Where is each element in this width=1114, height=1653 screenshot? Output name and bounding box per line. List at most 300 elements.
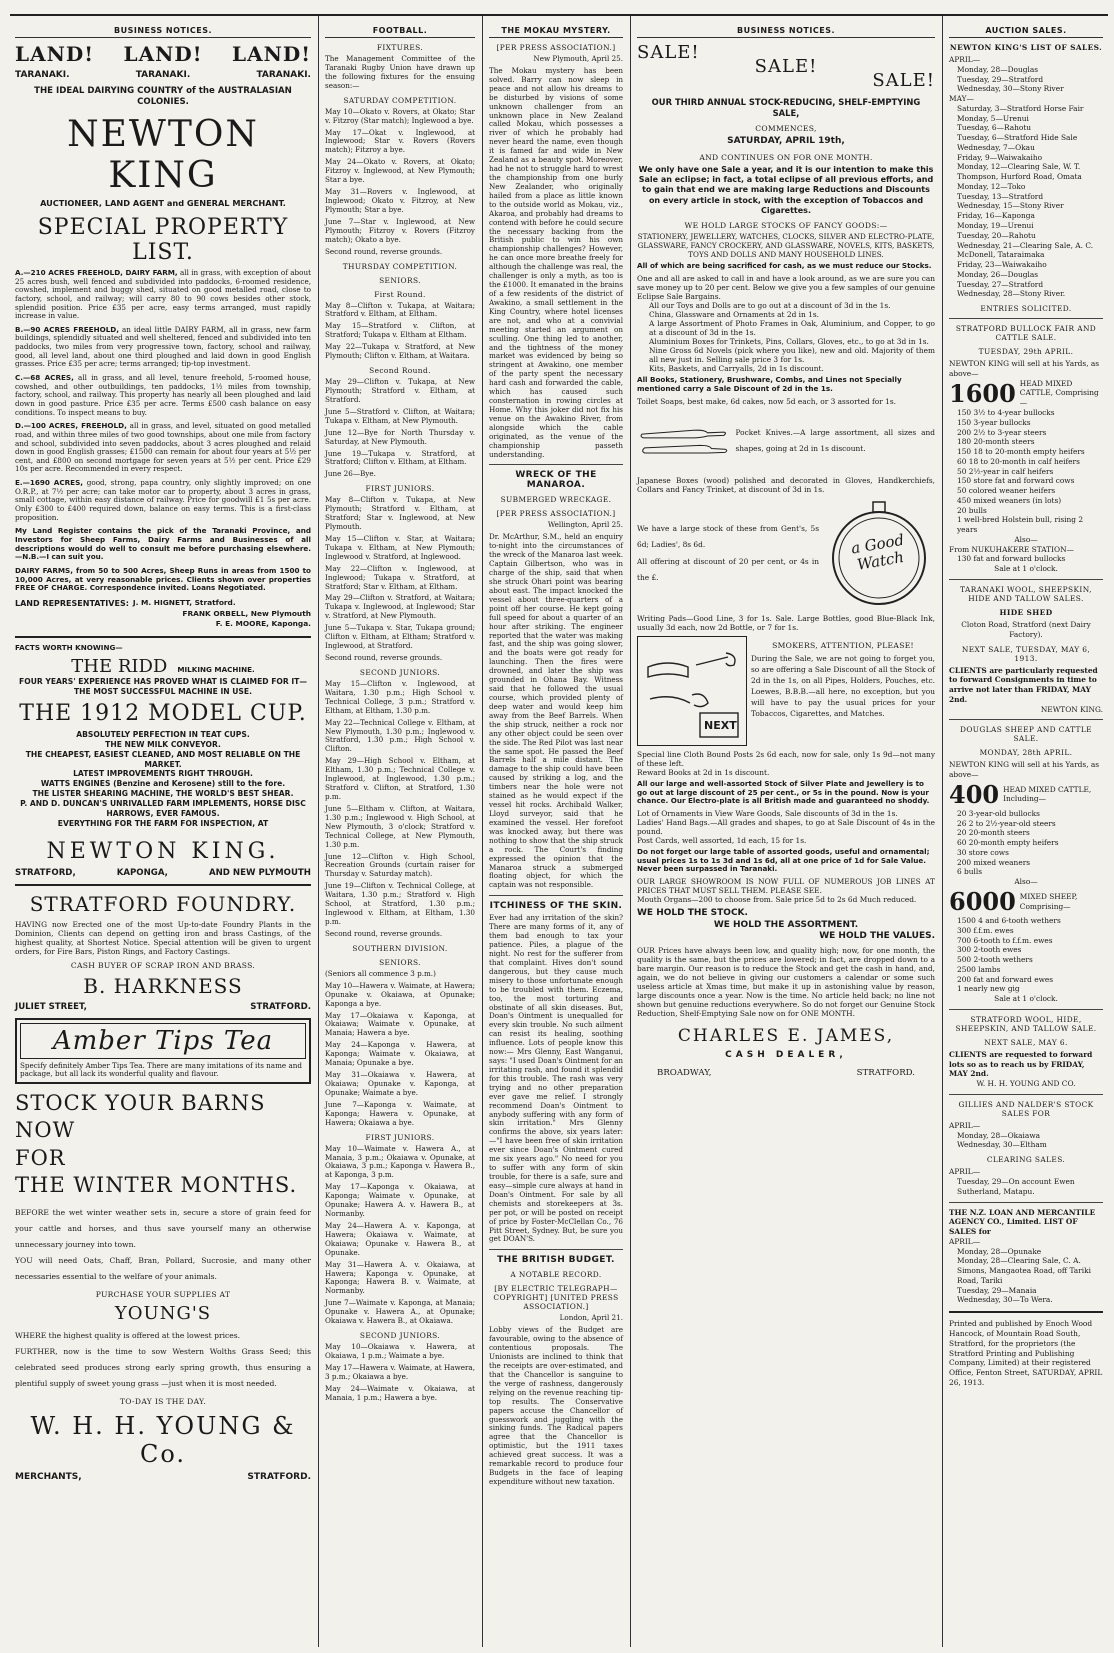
fixture-line: May 24—Hawera A. v. Kaponga, at Hawera; Okaiawa v. Waimate, at Okaiawa; Opunake v. Hawera B., at Opunake. <box>325 1220 475 1257</box>
property-item: A.—210 ACRES FREEHOLD, DAIRY FARM, all in grass, with exception of about 25 acres bush, well fenced and subdivided into paddocks, 6-roomed residence, cowshed, implement and buggy shed, situated on good metalled road, close to factory, school, and railway; will carry 80 to 90 cows besides other stock, splendid position. Price £35 per acre, easy terms arranged, must rapidly increase in value. <box>15 268 311 321</box>
fixture-line: Second round, reverse grounds. <box>325 246 443 256</box>
month-label: APRIL— <box>949 55 981 64</box>
property-item: B.—90 ACRES FREEHOLD, an ideal little DAIRY FARM, all in grass, new farm buildings, splendidly situated and well sheltered, fenced and subdivided into ten paddocks, two miles from very progressive town, factory, school and railway, good, all level land, about one third ploughed and laid down in good English grasses. Price £35 per acre; terms arranged; tip-top investment. <box>15 324 311 369</box>
king-sales-list <box>949 43 1103 313</box>
young-name: W. H. H. YOUNG & Co. <box>30 1411 296 1468</box>
smokers-text: During the Sale, we are not going to forget you, so are offering a Sale Discount of all the Stock of 2d in the 1s, on all Pipes, Holders, Pouches, etc. Loewes, B.B.B.—all here, no exception, but you will have to pay the usual prices for your Tobaccos, Cigarettes, and Matches. <box>751 653 935 719</box>
article-subtitle: SUBMERGED WRECKAGE. <box>500 495 612 505</box>
taranaki-word: TARANAKI. <box>15 70 70 80</box>
stock-line: 150 18 to 20-month empty heifers <box>957 447 1085 457</box>
column-rule <box>482 16 483 1647</box>
agency-line: [BY ELECTRIC TELEGRAPH—COPYRIGHT] [UNITED PRESS ASSOCIATION.] <box>493 1284 619 1312</box>
sale-time: Sale at 1 o'clock. <box>994 564 1058 574</box>
sale-date-line: Tuesday, 13—Stratford <box>957 191 1044 201</box>
fixture-line: May 15—Clifton v. Inglewood, at Waitara, 1.30 p.m.; High School v. Technical College, 3 p.m.; Stratford v. Eltham, at Eltham, 1.30 p.m. <box>325 678 475 715</box>
sale-word: SALE! <box>754 56 818 77</box>
competition-sub: SENIORS. <box>379 275 421 285</box>
sale-title: TARANAKI WOOL, SHEEPSKIN, HIDE AND TALLOW SALES. <box>960 584 1092 603</box>
sale-date-line: Wednesday, 7—Okau <box>957 142 1035 152</box>
competition-title: FIRST JUNIORS. <box>365 484 435 494</box>
advertiser-name: NEWTON KING <box>67 114 259 197</box>
james-dealer: CASH DEALER, <box>725 1050 847 1061</box>
james-name: CHARLES E. JAMES, <box>677 1026 895 1047</box>
fixture-line: (Seniors all commence 3 p.m.) <box>325 968 436 978</box>
month-label: APRIL— <box>949 1120 981 1130</box>
sale-date-line: Monday, 19—Urenui <box>957 221 1034 231</box>
fixture-line: June 5—Tukapa v. Star, Tukapa ground; Clifton v. Eltham, at Eltham; Stratford v. Inglewood, at Stratford. <box>325 623 475 651</box>
sale-annual: OUR THIRD ANNUAL STOCK-REDUCING, SHELF-EMPTYING SALE, <box>651 97 921 118</box>
stock-line: 150 3-year bullocks <box>957 417 1031 427</box>
stock-line: 150 3½ to 4-year bullocks <box>957 407 1055 417</box>
also-line: Also— <box>1014 877 1038 887</box>
watches-line: We have a large stock of these from Gent's, 5s 6d; Ladies', 8s 6d. <box>637 524 819 550</box>
japanese-line: Japanese Boxes (wood) polished and decorated in Gloves, Handkerchiefs, Collars and Fancy Trinket, at discount of 3d in 1s. <box>637 475 935 494</box>
sale-word: SALE! <box>872 70 935 91</box>
organs-line: Mouth Organs—200 to choose from. Sale price 5d to 2s 6d Much reduced. <box>637 894 917 904</box>
foundry-cash: CASH BUYER OF SCRAP IRON AND BRASS. <box>70 960 256 970</box>
foundry-street: JULIET STREET, <box>15 1001 87 1012</box>
list-title: NEWTON KING'S LIST OF SALES. <box>949 43 1103 52</box>
sale-date-line: Tuesday, 20—Rahotu <box>957 230 1036 240</box>
register-note: My Land Register contains the pick of the Taranaki Province, and Investors for Sheep Farms, Dairy Farms and Businesses of all descriptions would do well to consult me before purchasing elsewhere.—N.B.—I can suit you. <box>15 526 311 562</box>
column-2 <box>320 26 480 1647</box>
foundry-advert <box>15 892 311 1012</box>
stock-line: 1 nearly new gig <box>957 984 1020 994</box>
duncan-line: P. AND D. DUNCAN'S UNRIVALLED FARM IMPLEMENTS, HORSE DISC HARROWS, EVER FAMOUS. <box>20 799 306 818</box>
offering-line: All offering at discount of 20 per cent, or 4s in the £. <box>637 556 819 583</box>
stock-line: 200 fat and forward ewes <box>957 974 1054 984</box>
james-town: STRATFORD. <box>856 1067 915 1078</box>
fixture-line: May 22—Tukapa v. Stratford, at New Plymouth; Clifton v. Eltham, at Waitara. <box>325 342 475 361</box>
forget-line: Do not forget our large table of assorted goods, useful and ornamental; usual prices 1s to 1s 3d and 1s 6d, all at one price of 1d for Sale Value. Never been surpassed in Taranaki. <box>637 846 930 874</box>
posts-line: Special line Cloth Bound Posts 2s 6d each, now for sale, only 1s 9d—not many of these left. <box>637 749 935 768</box>
fixture-line: May 10—Okaiawa v. Hawera, at Okaiawa, 1 p.m.; Waimate a bye. <box>325 1342 475 1361</box>
next-label: NEXT <box>704 718 737 732</box>
stock-line: 300 2-tooth ewes <box>957 945 1022 955</box>
young-paragraph: WHERE the highest quality is offered at the lowest prices. <box>15 1330 241 1340</box>
sale-date-line: Friday, 23—Waiwakaiho <box>957 260 1047 270</box>
sale-date-line: Tuesday, 27—Stratford <box>957 279 1044 289</box>
section-header: BUSINESS NOTICES. <box>637 26 935 38</box>
fixture-line: June 7—Kaponga v. Waimate, at Kaponga; Hawera v. Opunake, at Hawera; Okaiawa a bye. <box>325 1099 475 1127</box>
sale-date-line: Wednesday, 21—Clearing Sale, A. C. McDonell, Tataraimaka <box>957 240 1094 260</box>
place: KAPONGA, <box>116 867 168 878</box>
ridd-experience: FOUR YEARS' EXPERIENCE HAS PROVED WHAT IS CLAIMED FOR IT—THE MOST SUCCESSFUL MACHINE IN USE. <box>19 677 307 697</box>
head-count: 400 <box>949 779 1000 809</box>
fixture-line: May 17—Okaiawa v. Kaponga, at Okaiawa; Waimate v. Opunake, at Manaia; Hawera a bye. <box>325 1010 475 1038</box>
land-tagline: THE IDEAL DAIRYING COUNTRY of the AUSTRALASIAN COLONIES. <box>34 86 292 108</box>
fixture-line: May 8—Clifton v. Tukapa, at New Plymouth; Stratford v. Eltham, at Stratford; Star v. Inglewood, at New Plymouth. <box>325 495 475 532</box>
dateline: New Plymouth, April 25. <box>533 54 623 63</box>
fixture-line: June 12—Clifton v. High School, Recreation Grounds (curtain raiser for Thursday v. Saturday match). <box>325 851 475 879</box>
fixture-line: May 29—Clifton v. Tukapa, at New Plymouth; Stratford v. Eltham, at Stratford. <box>325 377 475 404</box>
section-header: AUCTION SALES. <box>949 26 1103 38</box>
watts-line: WATTS ENGINES (Benzine and Kerosene) still to the fore. <box>40 779 286 789</box>
young-headline: FOR <box>15 1145 66 1170</box>
column-3 <box>484 26 628 1647</box>
fixture-line: May 29—High School v. Eltham, at Eltham, 1.30 p.m.; Technical College v. Inglewood, at Inglewood, 1.30 p.m.; Stratford v. Clifton, at Stratford, 1.30 p.m. <box>325 756 475 801</box>
james-street: BROADWAY, <box>657 1067 712 1078</box>
sale-date-line: Tuesday, 29—On account Ewen Sutherland, Matapu. <box>957 1177 1075 1196</box>
fancy-heading: WE HOLD LARGE STOCKS OF FANCY GOODS:— <box>684 221 888 231</box>
land-advert <box>15 42 311 630</box>
sale-date-line: Monday, 28—Douglas <box>957 64 1039 74</box>
amber-text: Specify definitely Amber Tips Tea. There are many imitations of its name and package, but all lack its wonderful quality and flavour. <box>20 1060 302 1079</box>
perfection-line: ABSOLUTELY PERFECTION IN TEAT CUPS. <box>76 730 250 740</box>
taranaki-word: TARANAKI. <box>135 70 191 80</box>
fixture-line: May 10—Hawera v. Waimate, at Hawera; Opunake v. Okaiawa, at Opunake; Kaponga a bye. <box>325 980 475 1008</box>
article-title: ITCHINESS OF THE SKIN. <box>489 901 623 912</box>
fixture-line: June 19—Tukapa v. Stratford, at Stratford; Clifton v. Eltham, at Eltham. <box>325 448 475 467</box>
ridd-title: THE RIDD <box>71 656 168 678</box>
fixture-line: May 24—Kaponga v. Hawera, at Kaponga; Waimate v. Okaiawa, at Manaia; Opunake a bye. <box>325 1040 475 1068</box>
agency-line: [PER PRESS ASSOCIATION.] <box>496 43 616 52</box>
sacrificed-line: All of which are being sacrificed for cash, as we must reduce our Stocks. <box>637 261 932 271</box>
fancy-list: STATIONERY, JEWELLERY, WATCHES, CLOCKS, SILVER AND ELECTRO-PLATE, GLASSWARE, FANCY CROCKERY, AND GLASSWARE, NOVELS, KITS, BASKETS, TOYS AND DOLLS AND MANY HOUSEHOLD LINES. <box>637 232 935 259</box>
next-sale: NEXT SALE, MAY 6. <box>984 1037 1068 1047</box>
competition-sub: SENIORS. <box>379 957 421 967</box>
sale-date-line: Wednesday, 30—Eltham <box>957 1140 1047 1150</box>
ridd-advert <box>15 644 311 878</box>
section-header: THE MOKAU MYSTERY. <box>489 26 623 38</box>
place: STRATFORD, <box>15 867 76 878</box>
invite-line: One and all are asked to call in and have a look around, as we are sure you can save money up to 20 per cent. Below we give you a few samples of our genuine Eclipse Sale Bargains. <box>637 274 935 302</box>
sale-date-line: Wednesday, 28—Stony River. <box>957 289 1066 299</box>
fixture-line: June 5—Eltham v. Clifton, at Waitara, 1.30 p.m.; Inglewood v. High School, at New Plymouth, 3 o'clock; Stratford v. Technical College, at New Plymouth, 1.30 p.m. <box>325 803 475 849</box>
sale-date: SATURDAY, APRIL 19th, <box>727 135 845 146</box>
brushware-line: All Books, Stationery, Brushware, Combs, and Lines not Specially mentioned carry a Sale Discount of 2d in the 1s. <box>637 375 902 394</box>
sale-time: Sale at 1 o'clock. <box>994 994 1058 1004</box>
stock-line: 150 store fat and forward cows <box>957 476 1075 486</box>
month-label: APRIL— <box>949 1236 981 1246</box>
knives-text: Pocket Knives.—A large assortment, all sizes and shapes, going at 2d in 1s discount. <box>735 428 935 453</box>
column-rule <box>942 16 943 1647</box>
fixture-line: June 7—Waimate v. Kaponga, at Manaia; Opunake v. Hawera A., at Opunake; Okaiawa v. Hawera B., at Okaiawa. <box>325 1298 475 1326</box>
article-subtitle: A NOTABLE RECORD. <box>510 1270 602 1280</box>
sale-date-line: Friday, 9—Waiwakaiho <box>957 152 1043 162</box>
fixture-line: May 24—Waimate v. Okaiawa, at Manaia, 1 p.m.; Hawera a bye. <box>325 1383 475 1402</box>
head-count: 6000 <box>949 887 1016 916</box>
sale-date-line: Monday, 28—Okaiawa <box>957 1130 1041 1140</box>
foundry-town: STRATFORD. <box>250 1001 311 1012</box>
fixture-line: May 24—Okato v. Rovers, at Okato; Fitzroy v. Inglewood, at New Plymouth; Star a bye. <box>325 157 475 185</box>
wool-sale-advert <box>949 585 1103 714</box>
sale-date-line: Wednesday, 30—Stony River <box>957 84 1064 94</box>
sale-date-line: Tuesday, 6—Stratford Hide Sale <box>957 133 1078 143</box>
young-hide-advert <box>949 1015 1103 1089</box>
competition-title: FIRST JUNIORS. <box>365 1132 435 1142</box>
young-headline: THE WINTER MONTHS. <box>15 1172 298 1197</box>
sale-intro: NEWTON KING will sell at his Yards, as above— <box>949 760 1100 780</box>
stock-line: 60 18 to 20-month in calf heifers <box>957 456 1080 466</box>
fixture-line: May 31—Rovers v. Inglewood, at Inglewood; Okato v. Fitzroy, at New Plymouth; Star a bye. <box>325 187 475 214</box>
amber-tea-advert <box>15 1018 311 1084</box>
article-body: The Mokau mystery has been solved. Barry can now sleep in peace and not allow his dreams to be disturbed by visions of some unknown challenger from an unknown place in New Zealand called Mokau, which possesses a river of which he probably had never heard the name, even though it is famed far and wide in New Zealand as a beauty spot. Moreover, had he not to struggle hard to wrest the championship from one burly New Zealander, who originally hailed from a place as little known to the outside world as Mokau, viz., Akaroa, and probably had dreams to contend with before he could secure the necessary backing from the British public to win his own championship challenges? However, he can once more breathe freely for although the challenge was real, the challenger is only a myth, as too is the £1000. It emanated in the brains of a few residents of the district of Awakino, a small settlement in the King Country, where hotel licenses are not, and who at a convivial meeting started an argument on sculling. One thing led to another, and the tightness of the money market was evidenced by being so stringent at Awakino, one member of the party spent the necessary hard cash and forwarded the cable, which has caused such consternation in rowing circles at Home. Why this joker did not fix his venue on the Awakino River, from alongside which the cable originated, as the venue of the championship passeth understanding. <box>489 65 624 459</box>
column-1 <box>10 26 316 1647</box>
land-word: LAND! <box>15 42 94 66</box>
fixture-line: June 19—Clifton v. Technical College, at Waitara, 1.30 p.m.; Stratford v. High School, at Stratford, 1.30 p.m.; Inglewood v. Eltham, at Eltham, 1.30 p.m. <box>325 881 475 926</box>
bargain-line: A large Assortment of Photo Frames in Oak, Aluminium, and Copper, to go at a discount of 3d in the 1s. <box>649 319 935 338</box>
stock-line: 1500 4 and 6-tooth wethers <box>957 916 1061 925</box>
article-body: Dr. McArthur, S.M., held an enquiry to-night into the circumstances of the wreck of the Manaroa last week. Captain Gilbertson, who was in charge of the ship, said that when she struck Ohari point was bearing about east. The impact knocked the vessel about three-quarters of a point off her course. He kept going full speed for about a quarter of an hour after striking. The engineer reported that the water was making fast, and the ship was going slower, and the boats were got ready for launching. Then the fires were drowned, and later the ship was grounded in Ohana Bay. Witness said that he followed the usual course, which provided plenty of deep water and would keep him away from the Beef Barrels. When the ship struck, neither a rock nor any other object could be seen over the side. The Red Pilot was last near the same spot. He passed the Beef Barrels half a mile distant. The damage to the ship could have been caused by striking a log, and the timbers near the hole were not stained as he would expect if the vessel hit rocks. Archibald Walker, Lloyd surveyor, said that he examined the vessel. Her forefoot was knocked away, but there was nothing to show that the ship struck a rock. The Court's finding expressed the opinion that the Manaroa struck a submerged floating object, for which the captain was not responsible. <box>489 532 623 890</box>
sale-title: THE N.Z. LOAN AND MERCANTILE AGENCY CO., Limited. LIST OF SALES for <box>949 1207 1096 1237</box>
sale-date-line: Tuesday, 29—Manaia <box>957 1285 1037 1295</box>
column-5 <box>944 26 1108 1647</box>
article-title: THE BRITISH BUDGET. <box>497 1255 615 1266</box>
rep: J. M. HIGNETT, Stratford. <box>132 597 236 607</box>
young-paragraph: FURTHER, now is the time to sow Western Wolths Grass Seed; this celebrated seed produces strong early spring growth, thus ensuring a plentiful supply of sweet young grass —just when it is most needed. <box>15 1346 311 1388</box>
dateline: Wellington, April 25. <box>547 520 623 530</box>
stock-line: 500 2-tooth wethers <box>957 955 1033 965</box>
conveyor-line: THE NEW MILK CONVEYOR. <box>105 739 221 749</box>
month-label: MAY— <box>949 94 974 104</box>
facts-heading: FACTS WORTH KNOWING— <box>15 642 123 652</box>
latest-line: LATEST IMPROVEMENTS RIGHT THROUGH. <box>73 769 253 779</box>
ornaments-line: Lot of Ornaments in View Ware Goods, Sale discounts of 3d in the 1s. <box>637 808 898 818</box>
property-item: E.—1690 ACRES, good, strong, papa country, only slightly improved; on one O.R.P., at 7½ per acre; can take motor car to property, about 3 acres in grass, small cottage, within easy distance of railway. Price for goodwill £1 5s per acre. Only £300 to £400 required down, balance on easy terms. This is a first-class proposition. <box>15 478 311 522</box>
bargain-line: Nine Gross 6d Novels (pick where you like), new and old. Majority of them all new just in. Selling sale price 3 for 1s. <box>649 346 935 365</box>
stock-line: 450 mixed weaners (in lots) <box>957 495 1062 505</box>
ridd-subtitle: MILKING MACHINE. <box>177 665 255 675</box>
column-rule <box>318 16 319 1647</box>
sale-date-line: Wednesday, 15—Stony River <box>957 201 1064 211</box>
round-title: Second Round. <box>369 366 431 376</box>
hide-shed: HIDE SHED <box>999 607 1053 617</box>
agency-line: [PER PRESS ASSOCIATION.] <box>496 509 616 519</box>
head-count: 1600 <box>949 378 1016 408</box>
silver-line: All our large and well-assorted Stock of Silver Plate and Jewellery is to go out at large discount of 25 per cent., or 5s in the pound. Now is your chance. Our Electro-plate is all British made and guaranteed no shoddy. <box>637 778 930 806</box>
hold-line: WE HOLD THE ASSORTMENT. <box>713 919 859 930</box>
soaps-line: Toilet Soaps, best make, 6d cakes, now 5d each, or 3 assorted for 1s. <box>637 396 896 406</box>
rep: F. E. MOORE, Kaponga. <box>215 619 311 629</box>
head-label: HEAD MIXED CATTLE, Including— <box>1003 784 1092 804</box>
sale-continues: AND CONTINUES ON FOR ONE MONTH. <box>699 152 873 162</box>
place: AND NEW PLYMOUTH <box>208 867 311 878</box>
foundry-body: HAVING now Erected one of the most Up-to-date Foundry Plants in the Dominion, Clients can depend on getting iron and brass Castings, of the highest quality, at Shortest Notice. Special attention will be given to urgent orders, for Fire Bars, Piston Rings, and Factory Castings. <box>15 919 311 956</box>
fixture-line: May 17—Hawera v. Waimate, at Hawera, 3 p.m.; Okaiawa a bye. <box>325 1362 475 1381</box>
land-word: LAND! <box>123 42 203 66</box>
competition-title: THURSDAY COMPETITION. <box>342 261 458 271</box>
fixture-line: May 15—Clifton v. Star, at Waitara; Tukapa v. Eltham, at New Plymouth; Inglewood v. Stratford, at Inglewood. <box>325 533 475 561</box>
fixture-line: May 17—Okat v. Inglewood, at Inglewood; Star v. Rovers (Rovers match); Fitzroy a bye. <box>325 127 475 155</box>
sale-date-line: Monday, 5—Urenui <box>957 113 1029 123</box>
prices-text: OUR Prices have always been low, and quality high; now, for one month, the quality is the same, but the prices are lowered; in fact, are dropped down to a bare margin. Our reason is to reduce the Stock and get the cash in hand, and, again, we do not believe in giving our customers a calendar or some such useless article at Xmas time, but make it up in astonishing value by reason, large discounts once a year. Now is the time. No article held back; no line not shown but genuine reductions everywhere. So do not forget our Genuine Stock Reduction, Shelf-Emptying Sale now on for ONE MONTH. <box>637 946 935 1019</box>
stock-line: 50 colored weaner heifers <box>957 486 1056 496</box>
hold-line: WE HOLD THE VALUES. <box>819 931 935 942</box>
fixtures-intro: The Management Committee of the Taranaki Rugby Union have drawn up the following fixtures for the ensuing season:— <box>325 54 475 90</box>
young-paragraph: YOU will need Oats, Chaff, Bran, Pollard, Sucrosie, and many other necessaries essential to the welfare of your animals. <box>15 1256 311 1281</box>
article-body: Lobby views of the Budget are favourable, owing to the absence of contentious proposals. The Unionists are inclined to think that the receipts are over-estimated, and that the Chancellor is sanguine to the verge of rashness, dangerously relying on the revenue reaching tip-top results. The Conservative papers accuse the Chancellor of guesswork and juggling with the sinking funds. The Radical papers agree that the Chancellor is optimistic, but the 1911 taxes achieved great success. It was a remarkable record to produce four Budgets in the face of leaping expenditure without new taxation. <box>489 1325 623 1486</box>
competition-title: SECOND JUNIORS. <box>359 667 441 677</box>
young-headline: STOCK YOUR BARNS NOW <box>15 1091 266 1143</box>
from-line: From NUKUHAKERE STATION— <box>949 544 1074 554</box>
property-item: C.—68 ACRES, all in grass, and all level, tenure freehold, 5-roomed house, cowshed, and other outbuildings, ten paddocks, 1½ miles from township, factory, school, and railway. This property has nearly all been ploughed and laid down in good pasture. Price £35 per acre. Terms £500 cash balance on easy conditions. To inspect means to buy. <box>15 373 311 417</box>
sale-date-line: Monday, 26—Douglas <box>957 269 1039 279</box>
nz-loan-advert <box>949 1208 1103 1306</box>
gillies-advert <box>949 1100 1103 1197</box>
clearing-title: CLEARING SALES. <box>986 1155 1066 1165</box>
stock-line: 26 2 to 2½-year-old steers <box>957 818 1056 828</box>
sale-date: TUESDAY, 29th APRIL. <box>978 347 1074 357</box>
young-merchants: MERCHANTS, <box>15 1471 82 1482</box>
fixture-line: May 31—Hawera A. v. Okaiawa, at Hawera; Kaponga v. Opunake, at Kaponga; Hawera B. v. Waimate, at Normanby. <box>325 1259 475 1296</box>
competition-title: SOUTHERN DIVISION. <box>352 943 448 953</box>
pocket-knife-icon <box>637 410 731 472</box>
everything-line: EVERYTHING FOR THE FARM FOR INSPECTION, AT <box>57 818 269 828</box>
fixtures-title: FIXTURES. <box>376 43 424 52</box>
sale-date-line: Friday, 16—Kaponga <box>957 211 1035 221</box>
taranaki-word: TARANAKI. <box>256 70 311 80</box>
fixture-line: May 17—Kaponga v. Okaiawa, at Kaponga; Waimate v. Opunake, at Opunake; Hawera A. v. Hawera B., at Normanby. <box>325 1182 475 1219</box>
stock-line: 2500 lambs <box>957 964 1001 974</box>
stock-line: 200 mixed weaners <box>957 857 1031 867</box>
smokers-heading: SMOKERS, ATTENTION, PLEASE! <box>772 640 914 650</box>
cheapest-line: THE CHEAPEST, EASIEST CLEANED, AND MOST RELIABLE ON THE MARKET. <box>25 749 301 769</box>
stock-line: 20 20-month steers <box>957 828 1030 838</box>
sale-date-line: Monday, 12—Clearing Sale, W. T. Thompson, Hurford Road, Omata <box>957 162 1082 182</box>
stock-line: 60 20-month empty heifers <box>957 838 1059 848</box>
article-title: WRECK OF THE MANAROA. <box>515 470 597 491</box>
stock-line: 20 3-year-old bullocks <box>957 808 1040 818</box>
article-body: Ever had any irritation of the skin? There are many forms of it, any of them bad enough to tax your patience. Piles, a plague of the night. No rest for the sufferer from that complaint. Hives don't sound dangerous, but they cause much misery to those unfortunate enough to be troubled with them. Eczema, too, the most torturing and obstinate of all skin diseases. But, Doan's Ointment is unequalled for every skin trouble. No such ailment can resist its healing, soothing influence. Lots of people know this now:— Mrs Glenny, East Wanganui, says: "I used Doan's Ointment for an irritating rash, and found it splendid for this trouble. The rash was very trying and no other preparation ever gave me relief. I strongly recommend Doan's Ointment to anybody suffering with any form of skin irritation." Mrs Glenny confirms the above, six years later:—"I have been free of skin irritation ever since Doan's Ointment cured me six years ago." No need for you to suffer with any form of skin trouble, for there is a safe, sure and easy—simple cure always at hand in Doan's Ointment. For sale by all chemists and storekeepers at 3s. per pot, or will be posted on receipt of price by Foster-McClellan Co., 76 Pitt Street, Sydney. But, be sure you get DOAN'S. <box>489 913 623 1244</box>
round-title: First Round. <box>374 289 426 299</box>
head-label: MIXED SHEEP, Comprising— <box>1019 891 1078 911</box>
section-header: FOOTBALL. <box>325 26 475 38</box>
rep: FRANK ORBELL, New Plymouth <box>182 608 311 618</box>
stock-line: 700 6-tooth to f.f.m. ewes <box>957 935 1053 945</box>
young-today: TO-DAY IS THE DAY. <box>119 1396 207 1406</box>
postcards-line: Post Cards, well assorted, 1d each, 15 for 1s. <box>637 835 807 845</box>
reps-label: LAND REPRESENTATIVES: <box>15 598 129 608</box>
stock-line: 30 store cows <box>957 847 1009 857</box>
stock-line: 1 well-bred Holstein bull, rising 2 years <box>957 515 1084 535</box>
shed-address: Cloton Road, Stratford (next Dairy Factory). <box>961 619 1091 639</box>
young-purchase: PURCHASE YOUR SUPPLIES AT <box>95 1289 231 1299</box>
fixture-line: June 12—Bye for North Thursday v. Saturday, at New Plymouth. <box>325 427 475 446</box>
ridd-name: NEWTON KING. <box>46 838 280 864</box>
competition-title: SECOND JUNIORS. <box>359 1331 441 1341</box>
fixture-line: May 31—Okaiawa v. Hawera, at Okaiawa; Opunake v. Kaponga, at Opunake; Waimate a bye. <box>325 1070 475 1097</box>
stock-line: 180 20-month steers <box>957 437 1035 447</box>
fixture-line: May 22—Technical College v. Eltham, at New Plymouth, 1.30 p.m.; Inglewood v. Stratford, 1.30 p.m.; High School v. Clifton. <box>325 717 475 754</box>
sale-date-line: Monday, 12—Toko <box>957 181 1026 191</box>
sale-word: SALE! <box>637 42 700 63</box>
bargain-line: All our Toys and Dolls are to go out at a discount of 3d in the 1s. <box>649 301 891 311</box>
sale-title: DOUGLAS SHEEP AND CATTLE SALE. <box>960 725 1092 744</box>
stock-line: 6 bulls <box>957 867 983 877</box>
section-header: BUSINESS NOTICES. <box>15 26 311 38</box>
sale-eclipse: We only have one Sale a year, and it is our intention to make this Sale an eclipse; in fact, a total eclipse of all previous efforts, and to gain that end we are making large Reductions and Discounts on every article in stock, with the exception of Tobaccos and Cigarettes. <box>638 164 934 216</box>
month-label: APRIL— <box>949 1167 981 1177</box>
entries-line: ENTRIES SOLICITED. <box>980 304 1072 314</box>
youngs-title: YOUNG'S <box>114 1302 212 1324</box>
competition-title: SATURDAY COMPETITION. <box>343 95 457 105</box>
printer-imprint: Printed and published by Enoch Wood Hancock, of Mountain Road South, Stratford, for the proprietors (the Stratford Printing and Publishing Company, Limited) at their registered Office, Fenton Street, SATURDAY, APRIL 26, 1913. <box>949 1319 1103 1387</box>
column-rule <box>630 16 631 1647</box>
fixture-line: June 5—Stratford v. Clifton, at Waitara; Tukapa v. Eltham, at New Plymouth. <box>325 406 475 425</box>
sale-title: STRATFORD BULLOCK FAIR AND CATTLE SALE. <box>955 324 1097 343</box>
fixture-line: June 7—Star v. Inglewood, at New Plymouth; Fitzroy v. Rovers (Fitzroy match); Okato a bye. <box>325 216 475 244</box>
foundry-title: STRATFORD FOUNDRY. <box>29 891 297 916</box>
sale-intro: NEWTON KING will sell at his Yards, as above— <box>949 359 1100 378</box>
bargain-line: Aluminium Boxes for Trinkets, Pins, Collars, Gloves, etc., to go at 3d in 1s. <box>649 337 929 347</box>
representatives <box>15 598 311 630</box>
fixture-line: June 26—Bye. <box>325 469 376 479</box>
sale-date: MONDAY, 28th APRIL. <box>979 748 1073 758</box>
head-label: HEAD MIXED CATTLE, Comprising— <box>1019 378 1099 408</box>
fixture-line: May 8—Clifton v. Tukapa, at Waitara; Stratford v. Eltham, at Eltham. <box>325 300 475 319</box>
sale-commences: COMMENCES, <box>755 123 817 133</box>
smokers-block <box>637 636 935 746</box>
writing-line: Writing Pads—Good Line, 3 for 1s. Sale. Large Bottles, good Blue-Black Ink, usually 3d each, now 2d Bottle, or 7 for 1s. <box>637 613 935 632</box>
signature: W. H. H. YOUNG AND CO. <box>976 1079 1076 1089</box>
sale-title: GILLIES AND NALDER'S STOCK SALES FOR <box>958 1099 1094 1118</box>
sale-title: STRATFORD WOOL, HIDE, SHEEPSKIN, AND TALLOW SALE. <box>955 1014 1097 1033</box>
young-town: STRATFORD. <box>247 1471 311 1482</box>
advertiser-role: AUCTIONEER, LAND AGENT and GENERAL MERCHANT. <box>40 198 286 209</box>
stock-line: 200 2½ to 3-year steers <box>957 427 1047 437</box>
sale-date-line: Tuesday, 29—Stratford <box>957 74 1044 84</box>
also-line: Also— <box>1014 534 1038 544</box>
signature: NEWTON KING. <box>1040 704 1103 714</box>
masthead-rule <box>10 14 1108 16</box>
land-word: LAND! <box>232 42 311 66</box>
stock-line: 130 fat and forward bullocks <box>957 554 1066 564</box>
cup-title: THE 1912 MODEL CUP. <box>19 701 307 727</box>
watch-block <box>637 498 935 610</box>
clients-note: CLIENTS are particularly requested to forward Consignments in time to arrive not later than FRIDAY, MAY 2nd. <box>949 665 1098 704</box>
showroom-line: OUR LARGE SHOWROOM IS NOW FULL OF NUMEROUS JOB LINES AT PRICES THAT MUST SELL THEM. PLEASE SEE. <box>637 876 935 895</box>
fixture-line: May 10—Waimate v. Hawera A., at Manaia, 3 p.m.; Okaiawa v. Opunake, at Okaiawa, 3 p.m.; Kaponga v. Hawera B., at Kaponga, 3 p.m. <box>325 1143 475 1180</box>
sale-date-line: Saturday, 3—Stratford Horse Fair <box>957 103 1084 113</box>
young-paragraph: BEFORE the wet winter weather sets in, secure a store of grain feed for your cattle and horses, and thus save yourself many an otherwise unnecessary journey into town. <box>15 1208 311 1250</box>
sale-date-line: Monday, 28—Clearing Sale, C. A. Simons, Mangaotea Road, off Tariki Road, Tariki <box>957 1256 1091 1285</box>
stock-line: 20 bulls <box>957 505 987 515</box>
fixture-line: May 10—Okato v. Rovers, at Okato; Star v. Fitzroy (Star match); Inglewood a bye. <box>325 106 475 125</box>
bargain-line: Kits, Baskets, and Carryalls, 2d in 1s discount. <box>649 364 824 374</box>
sale-date-line: Monday, 28—Opunake <box>957 1246 1042 1256</box>
bullock-fair-advert <box>949 324 1103 574</box>
list-title: SPECIAL PROPERTY LIST. <box>37 215 289 265</box>
hold-line: WE HOLD THE STOCK. <box>637 907 748 918</box>
column-4 <box>632 26 940 1647</box>
fixture-line: May 22—Clifton v. Inglewood, at Inglewood; Tukapa v. Stratford, at Stratford; Star v. Eltham, at Eltham. <box>325 563 475 591</box>
next-sale: NEXT SALE, TUESDAY, MAY 6, 1913. <box>961 644 1091 663</box>
sale-date-line: Tuesday, 6—Rahotu <box>957 123 1032 133</box>
clients-note: CLIENTS are requested to forward lots so as to reach us by FRIDAY, MAY 2nd. <box>949 1049 1093 1079</box>
foundry-name: B. HARKNESS <box>83 973 243 998</box>
amber-logo: Amber Tips Tea <box>20 1023 306 1059</box>
bargain-line: China, Glassware and Ornaments at 2d in 1s. <box>649 310 819 320</box>
lister-line: THE LISTER SHEARING MACHINE, THE WORLD'S BEST SHEAR. <box>32 789 294 799</box>
watch-script: a Good Watch <box>849 530 906 574</box>
sale-date-line: Wednesday, 30—To Wera. <box>957 1295 1053 1305</box>
property-item: D.—100 ACRES, FREEHOLD, all in grass, and level, situated on good metalled road, and within three miles of two good townships, about one mile from factory and school, subdivided into seven paddocks, about 3 acres ploughed and relaid down in good English grasses; £1500 can remain for about four years at 5½ per cent, and £800 on second mortgage for seven years at 5½ per cent. Price £29 10s per acre. Recommended in every respect. <box>15 421 312 474</box>
fixture-line: May 29—Clifton v. Stratford, at Waitara; Tukapa v. Inglewood, at Inglewood; Star v. Stratford, at New Plymouth. <box>325 593 475 621</box>
handbags-line: Ladies' Hand Bags.—All grades and shapes, to go at Sale Discount of 4s in the pound. <box>637 817 935 836</box>
reward-line: Reward Books at 2d in 1s discount. <box>637 767 770 777</box>
stock-line: 300 f.f.m. ewes <box>957 925 1014 935</box>
dateline: London, April 21. <box>559 1313 623 1323</box>
young-advert <box>15 1090 311 1482</box>
fixture-line: May 15—Stratford v. Clifton, at Stratford; Tukapa v. Eltham at Eltham. <box>325 321 475 340</box>
knives-block <box>637 410 935 472</box>
fixture-line: Second round, reverse grounds. <box>325 928 443 938</box>
douglas-sale-advert <box>949 725 1103 1004</box>
stock-line: 50 2½-year in calf heifers <box>957 466 1054 476</box>
fixture-line: Second round, reverse grounds. <box>325 653 443 663</box>
dairy-note: DAIRY FARMS, from 50 to 500 Acres, Sheep Runs in areas from 1500 to 10,000 Acres, at very reasonable prices. Clients shown over properties FREE OF CHARGE. Correspondence invited. Loans Negotiated. <box>15 565 311 593</box>
